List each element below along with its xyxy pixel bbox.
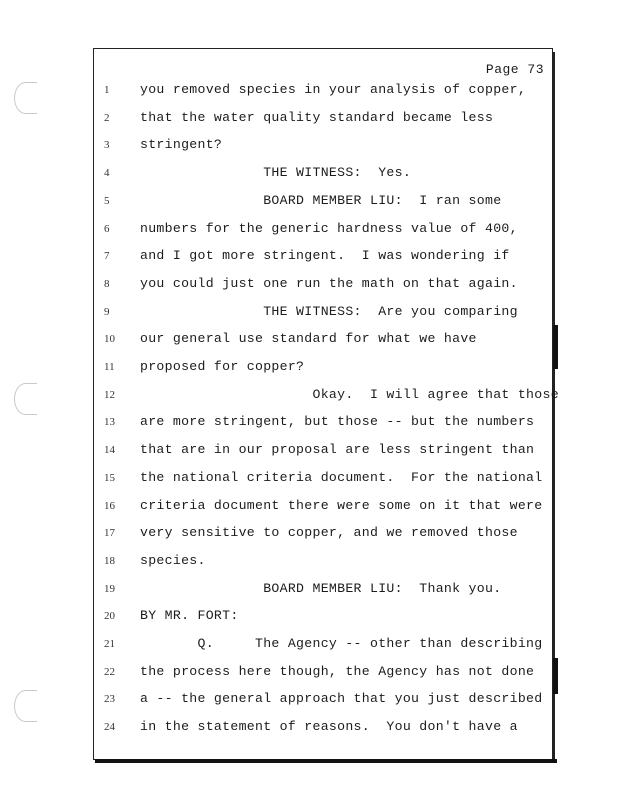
transcript-line bbox=[0, 470, 622, 490]
line-text: THE WITNESS: Yes. bbox=[140, 165, 412, 181]
transcript-line bbox=[0, 664, 622, 684]
line-text: are more stringent, but those -- but the numbers bbox=[140, 414, 535, 430]
line-number: 15 bbox=[104, 471, 115, 484]
line-number: 6 bbox=[104, 222, 110, 235]
line-number: 10 bbox=[104, 333, 115, 346]
line-number: 13 bbox=[104, 416, 115, 429]
line-number: 24 bbox=[104, 721, 115, 734]
page-border-shadow-bottom bbox=[95, 759, 557, 763]
page-number: Page 73 bbox=[485, 62, 544, 77]
transcript-line bbox=[0, 331, 622, 351]
transcript-line bbox=[0, 691, 622, 711]
transcript-line bbox=[0, 165, 622, 185]
line-number: 4 bbox=[104, 167, 110, 180]
line-text: a -- the general approach that you just described bbox=[140, 691, 543, 707]
line-text: stringent? bbox=[140, 137, 223, 153]
transcript-line bbox=[0, 193, 622, 213]
transcript-line bbox=[0, 719, 622, 739]
line-text: species. bbox=[140, 552, 206, 568]
transcript-line bbox=[0, 636, 622, 656]
line-number: 12 bbox=[104, 388, 115, 401]
line-text: our general use standard for what we have bbox=[140, 331, 477, 347]
transcript-line bbox=[0, 248, 622, 268]
line-text: Q. The Agency -- other than describing bbox=[140, 636, 543, 651]
transcript-line bbox=[0, 137, 622, 157]
line-text: that the water quality standard became less bbox=[140, 109, 494, 125]
transcript-line bbox=[0, 581, 622, 601]
line-text: proposed for copper? bbox=[140, 359, 305, 374]
transcript-line bbox=[0, 276, 622, 296]
transcript-line bbox=[0, 553, 622, 573]
transcript-line bbox=[0, 442, 622, 462]
transcript-line bbox=[0, 82, 622, 102]
line-number: 1 bbox=[104, 84, 110, 96]
line-number: 8 bbox=[104, 277, 110, 290]
transcript-line bbox=[0, 414, 622, 434]
line-number: 22 bbox=[104, 665, 115, 678]
transcript-line bbox=[0, 525, 622, 545]
transcript-line bbox=[0, 359, 622, 379]
line-number: 19 bbox=[104, 582, 115, 595]
line-number: 17 bbox=[104, 527, 115, 540]
line-text: numbers for the generic hardness value of 400, bbox=[140, 220, 518, 236]
line-number: 11 bbox=[104, 361, 115, 373]
line-number: 2 bbox=[104, 111, 110, 124]
line-text: very sensitive to copper, and we removed those bbox=[140, 525, 518, 541]
line-number: 14 bbox=[104, 444, 115, 457]
line-text: you could just one run the math on that again. bbox=[140, 275, 518, 291]
line-number: 7 bbox=[104, 250, 110, 263]
line-number: 21 bbox=[104, 638, 115, 650]
line-text: criteria document there were some on it that were bbox=[140, 497, 543, 513]
line-number: 20 bbox=[104, 610, 115, 623]
transcript-line bbox=[0, 304, 622, 324]
transcript-line bbox=[0, 387, 622, 407]
line-text: BOARD MEMBER LIU: Thank you. bbox=[140, 580, 502, 596]
line-text: BY MR. FORT: bbox=[140, 608, 239, 624]
line-text: THE WITNESS: Are you comparing bbox=[140, 303, 518, 319]
line-text: the process here though, the Agency has not done bbox=[140, 663, 535, 679]
line-text: that are in our proposal are less stringent than bbox=[140, 442, 535, 458]
line-number: 3 bbox=[104, 139, 110, 152]
transcript-line bbox=[0, 498, 622, 518]
line-text: BOARD MEMBER LIU: I ran some bbox=[140, 192, 502, 208]
line-number: 5 bbox=[104, 194, 110, 207]
line-text: and I got more stringent. I was wondering if bbox=[140, 248, 510, 264]
line-text: you removed species in your analysis of copper, bbox=[140, 82, 527, 97]
line-number: 18 bbox=[104, 554, 115, 567]
line-text: Okay. I will agree that those bbox=[140, 386, 559, 402]
line-number: 9 bbox=[104, 305, 110, 318]
transcript-line bbox=[0, 110, 622, 130]
line-number: 16 bbox=[104, 499, 115, 512]
line-text: the national criteria document. For the national bbox=[140, 469, 543, 485]
transcript-line bbox=[0, 221, 622, 241]
line-text: in the statement of reasons. You don't have a bbox=[140, 719, 518, 735]
transcript-line bbox=[0, 608, 622, 628]
line-number: 23 bbox=[104, 693, 115, 706]
